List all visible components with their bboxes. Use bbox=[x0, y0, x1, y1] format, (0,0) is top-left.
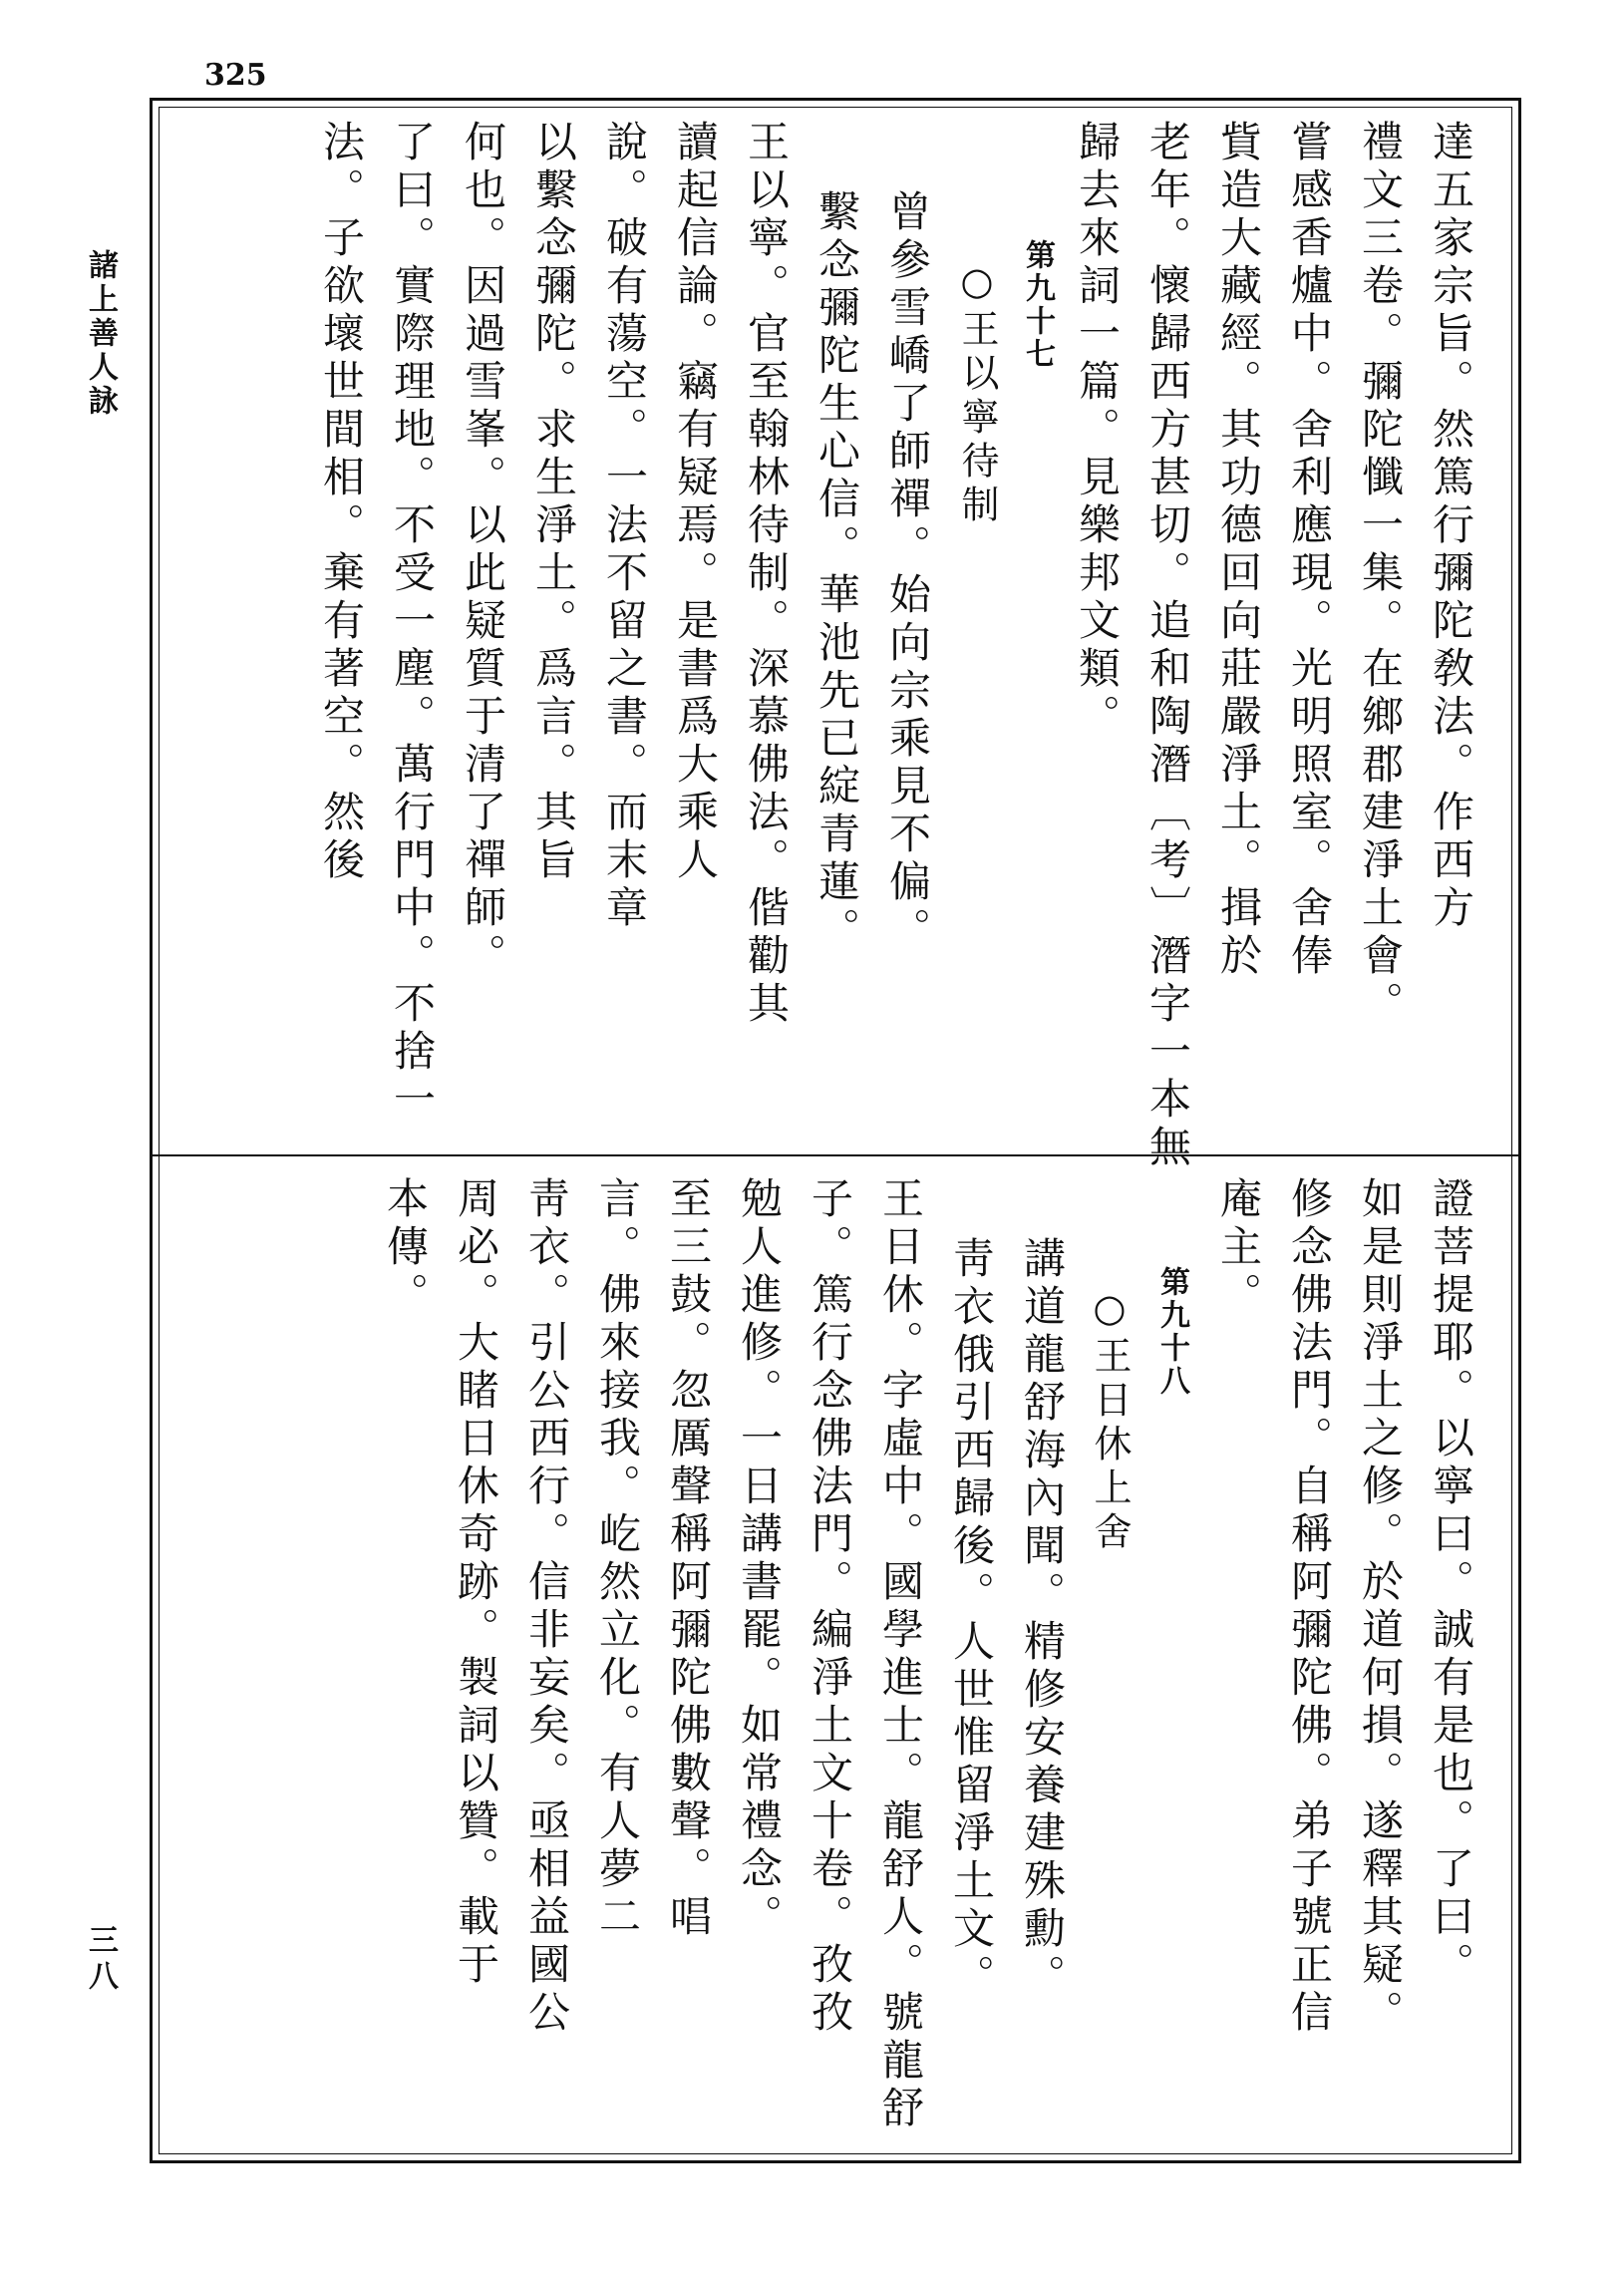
section-title: ○王日休上舍 bbox=[1088, 1286, 1132, 1555]
text-column: 勉人進修。一日講書罷。如常禮念。 bbox=[735, 1176, 784, 1942]
page-number: 325 bbox=[204, 58, 267, 93]
text-column: 貲造大藏經。其功德回向莊嚴淨土。揖於 bbox=[1214, 120, 1263, 981]
text-column: 言。佛來接我。屹然立化。有人夢二 bbox=[593, 1176, 642, 1942]
text-column: 證菩提耶。以寧曰。誠有是也。了曰。 bbox=[1427, 1176, 1475, 1990]
text-column: 本傳。 bbox=[381, 1176, 430, 1320]
text-column: 王以寧。官至翰林待制。深慕佛法。偕勸其 bbox=[742, 120, 791, 1029]
text-column: 子。篤行念佛法門。編淨土文十卷。孜孜 bbox=[806, 1176, 854, 2038]
running-head: 諸上善人詠 bbox=[83, 249, 118, 419]
text-column: 靑衣。引公西行。信非妄矣。亟相益國公 bbox=[522, 1176, 571, 2038]
text-column: 庵主。 bbox=[1214, 1176, 1263, 1320]
text-column: 以繫念彌陀。求生淨土。爲言。其旨 bbox=[529, 120, 578, 885]
section-number: 第九十八 bbox=[1154, 1266, 1189, 1398]
verse-column: 講道龍舒海內聞。精修安養建殊勳。 bbox=[1018, 1236, 1067, 2002]
verse-column: 繫念彌陀生心信。華池先已綻青蓮。 bbox=[812, 189, 861, 955]
text-column: 嘗感香爐中。舍利應現。光明照室。舍俸 bbox=[1285, 120, 1334, 981]
upper-text-panel bbox=[184, 120, 1490, 1172]
text-column: 周必。大睹日休奇跡。製詞以贊。載于 bbox=[452, 1176, 500, 1990]
text-column: 禮文三卷。彌陀懺一集。在鄉郡建淨土會。 bbox=[1356, 120, 1405, 1029]
text-column: 老年。懷歸西方甚切。追和陶潛〔考〕潛字一本無 bbox=[1143, 120, 1192, 1172]
section-divider bbox=[150, 1154, 1521, 1156]
text-column: 說。破有蕩空。一法不留之書。而末章 bbox=[600, 120, 649, 933]
lower-text-panel bbox=[184, 1176, 1490, 2133]
text-column: 王日休。字虛中。國學進士。龍舒人。號龍舒 bbox=[876, 1176, 925, 2133]
text-column: 了曰。實際理地。不受一塵。萬行門中。不捨一 bbox=[388, 120, 437, 1125]
text-column: 達五家宗旨。然篤行彌陀敎法。作西方 bbox=[1427, 120, 1475, 933]
verse-column: 靑衣俄引西歸後。人世惟留淨土文。 bbox=[947, 1236, 996, 2002]
text-column: 歸去來詞一篇。見樂邦文類。 bbox=[1073, 120, 1122, 742]
folio: 三八 bbox=[83, 1924, 118, 1996]
section-number: 第九十七 bbox=[1020, 239, 1055, 371]
text-column: 法。子欲壞世間相。棄有著空。然後 bbox=[317, 120, 366, 885]
verse-column: 曾參雪嶠了師禪。始向宗乘見不偏。 bbox=[883, 189, 932, 955]
text-column: 何也。因過雪峯。以此疑質于清了禪師。 bbox=[459, 120, 507, 981]
section-title: ○王以寧待制 bbox=[955, 259, 999, 528]
text-column: 讀起信論。竊有疑焉。是書爲大乘人 bbox=[671, 120, 720, 885]
text-column: 修念佛法門。自稱阿彌陀佛。弟子號正信 bbox=[1285, 1176, 1334, 2038]
text-column: 至三鼓。忽厲聲稱阿彌陀佛數聲。唱 bbox=[664, 1176, 713, 1942]
text-column: 如是則淨土之修。於道何損。遂釋其疑。 bbox=[1356, 1176, 1405, 2038]
